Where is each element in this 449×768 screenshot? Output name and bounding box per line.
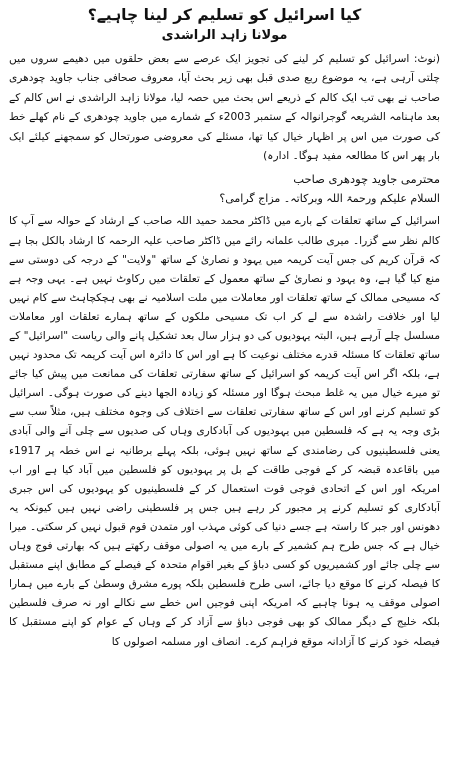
article-title: کیا اسرائیل کو تسلیم کر لینا چاہیے؟ [87,6,362,24]
salutation: محترمی جاوید چودھری صاحب [293,172,440,187]
article-body: اسرائیل کے ساتھ تعلقات کے بارے میں ڈاکٹر محمد حمید اللہ صاحب کے ارشاد کے حوالہ سے آپ کا کالم نظر سے گزرا۔ میری طالب علمانہ رائے میں ڈاکٹر صاحب علیہ الرحمہ کا ارشاد بالکل بجا ہے کہ قرآن کریم کی جس آیت کریمہ میں یہود و نصاریٰ کے ساتھ "ولایت" کے درجہ کی دوستی سے منع کیا گیا ہے، وہ یہود و نصاریٰ کے ساتھ معمول کے تعلقات میں رکاوٹ نہیں ہے۔ یہی وجہ ہے کہ مسیحی ممالک کے ساتھ تعلقات اور معاملات میں ملت اسلامیہ نے بھی ہچکچاہٹ سے کام نہیں لیا اور خلافت راشدہ سے لے کر اب تک مسیحی ملکوں کے ساتھ ہمارے تعلقات اور معاملات مسلسل چلے آرہے ہیں، البتہ یہودیوں کی دو ہزار سال بعد تشکیل پانے والی ریاست "اسرائیل" کے ساتھ تعلقات کا مسئلہ قدرے مختلف نوعیت کا ہے اور اس کا دائرہ اس آیت کریمہ تک محدود نہیں ہے، بلکہ اگر اس آیت کریمہ کو اسرائیل کے ساتھ سفارتی تعلقات کی ممانعت میں پیش کیا جائے تو میرے خیال میں یہ غلط مبحث ہوگا اور مسئلہ کو زیادہ الجھا دینے کی صورت ہوگی۔ اسرائیل کو تسلیم کرنے اور اس کے ساتھ سفارتی تعلقات سے اختلاف کی وجوہ مختلف ہیں، مثلاً سب سے بڑی وجہ یہ ہے کہ فلسطین میں یہودیوں کی آبادکاری وہاں کی صدیوں سے چلی آنے والی آبادی یعنی فلسطینیوں کی رضامندی کے ساتھ نہیں ہوئی، بلکہ پہلے برطانیہ نے اس خطہ پر 1917ء میں باقاعدہ قبضہ کر کے فوجی طاقت کے بل پر یہودیوں کو فلسطین میں آباد کیا ہے اور اب امریکہ اور اس کے اتحادی فوجی قوت استعمال کر کے فلسطینیوں کو یہودیوں کی اس جبری آبادکاری کو تسلیم کرنے پر مجبور کر رہے ہیں جس پر فلسطینی راضی نہیں ہیں کیونکہ یہ دھونس اور جبر کا راستہ ہے جسے دنیا کی کوئی مہذب اور متمدن قوم قبول نہیں کر سکتی۔ میرا خیال ہے کہ جس طرح ہم کشمیر کے بارے میں یہ اصولی موقف رکھتے ہیں کہ بھارتی فوج وہاں سے چلی جائے اور کشمیریوں کو کسی دباؤ کے بغیر اقوام متحدہ کے فیصلے کے مطابق اپنے مستقبل کا فیصلہ کرنے کا موقع دیا جائے، اسی طرح فلسطین بلکہ پورے مشرق وسطیٰ کے بارے میں ہمارا اصولی موقف یہ ہونا چاہیے کہ امریکہ اپنی فوجیں اس خطے سے نکالے اور نہ صرف فلسطین بلکہ خلیج کے دیگر ممالک کو بھی فوجی دباؤ سے آزاد کر کے وہاں کے عوام کو اپنے مستقبل کا فیصلہ خود کرنے کا آزادانہ موقع فراہم کرے۔ انصاف اور مسلمہ اصولوں کا [9,215,440,648]
article-author: مولانا زاہد الراشدی [161,28,288,43]
greeting: السلام علیکم ورحمۃ اللہ وبرکاتہ۔ مزاج گرامی؟ [219,192,440,206]
editor-note: (نوٹ: اسرائیل کو تسلیم کر لینے کی تجویز ایک عرصے سے بعض حلقوں میں دھیمے سروں میں چلتی آرہی ہے، یہ موضوع ربع صدی قبل بھی زیر بحث آیا، معروف صحافی جناب جاوید چودھری صاحب نے بھی تب ایک کالم کے ذریعے اس بحث میں حصہ لیا، مولانا زاہد الراشدی نے اس کالم کے بعد ماہنامہ الشریعہ گوجرانوالہ کے ستمبر 2003ء کے شمارے میں جاوید چودھری کے نام کھلے خط کی صورت میں اس پر اظہار خیال کیا تھا، مسئلے کی معروضی صورتحال کو سمجھنے کیلئے ایک بار پھر اس کا مطالعہ مفید ہوگا۔ ادارہ) [9,53,440,163]
